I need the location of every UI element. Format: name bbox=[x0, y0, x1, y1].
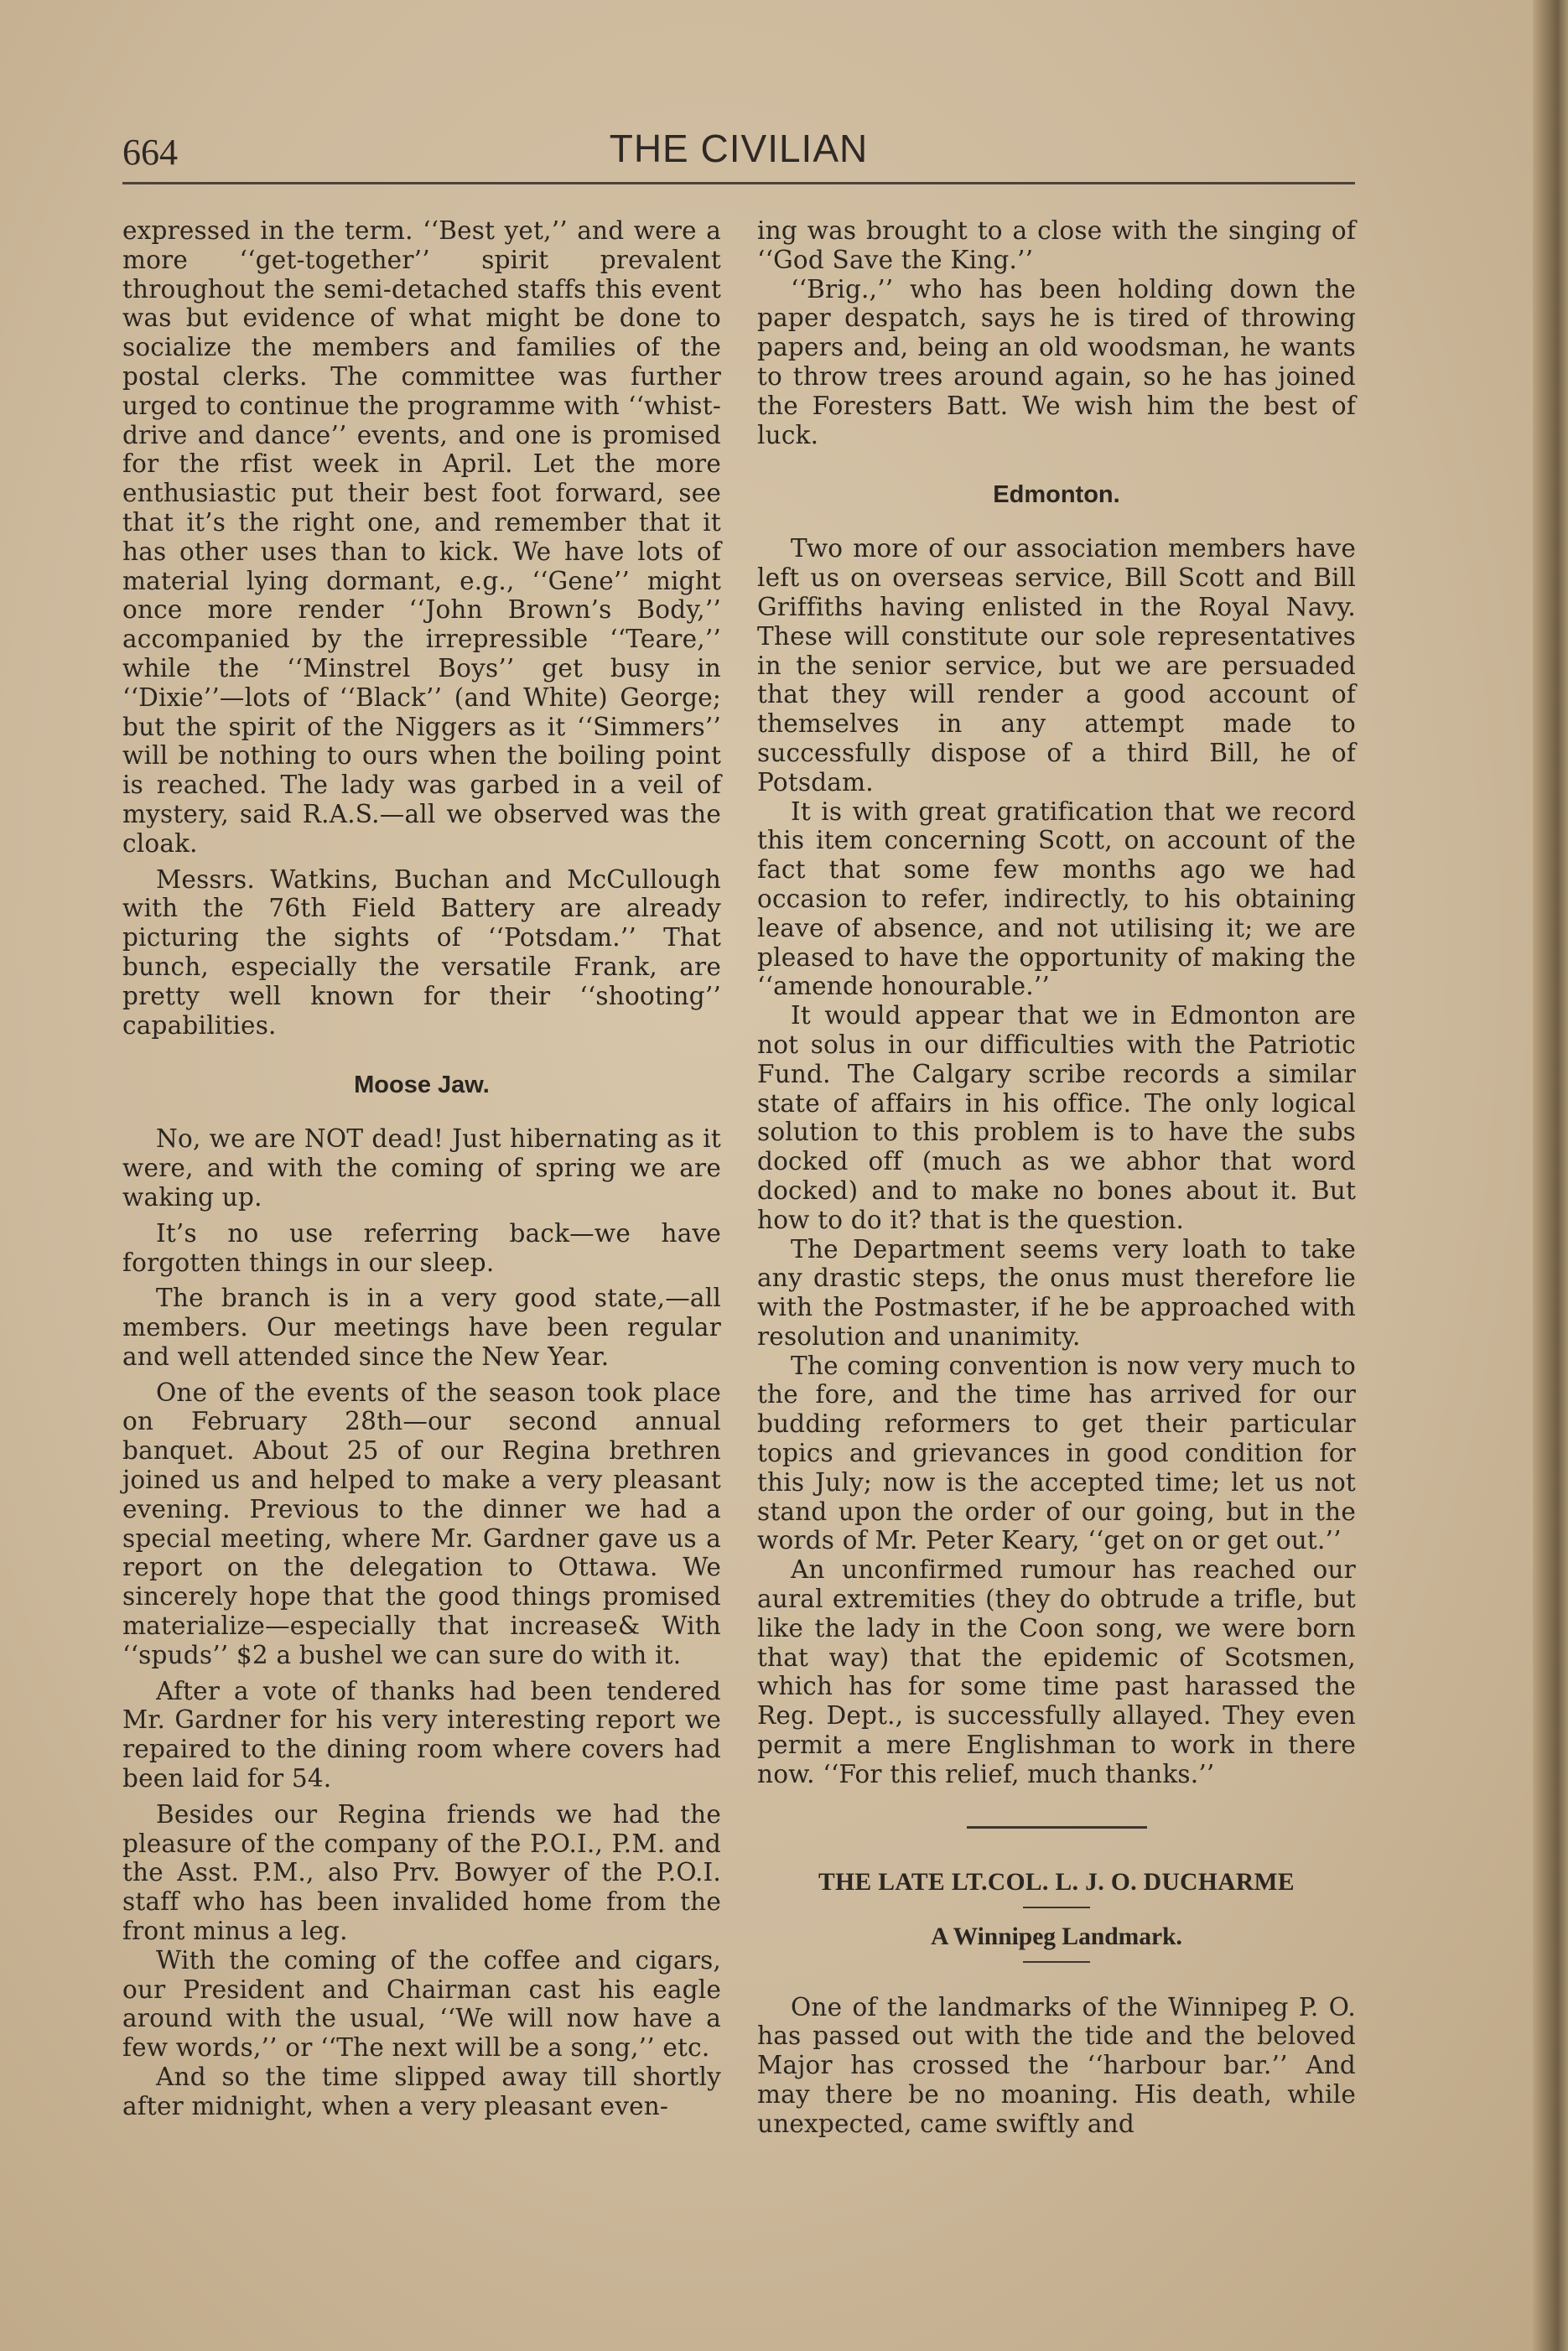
paragraph: It would appear that we in Edmonton are not solus in our difficulties with the Patriotic Fund. The Calgary scribe records a similar state of affairs in his office. The only logical solution to this problem is to have the subs docked off (much as we abhor that word docked) and to make no bones about it. But how to do it? that is the question. bbox=[757, 1001, 1356, 1234]
right-column bbox=[757, 216, 1356, 2139]
paragraph: After a vote of thanks had been tendered Mr. Gardner for his very interesting report we repaired to the dining room where covers had been laid for 54. bbox=[122, 1676, 721, 1793]
paragraph: And so the time slipped away till shortly after midnight, when a very pleasant even- bbox=[122, 2063, 721, 2120]
left-column bbox=[122, 216, 721, 2121]
page-number: 664 bbox=[122, 132, 178, 173]
section-heading-moose-jaw: Moose Jaw. bbox=[354, 1072, 490, 1099]
paragraph: It’s no use referring back—we have forgotten things in our sleep. bbox=[122, 1218, 721, 1277]
section-divider bbox=[967, 1826, 1147, 1829]
paragraph: One of the events of the season took place on February 28th—our second annual banquet. About 25 of our Regina brethren joined us and helped to make a very pleasant evening. Previous to the dinner we had a special meeting, where Mr. Gardner gave us a report on the delegation to Ottawa. We sincerely hope that the good things promised materialize—especially that increase& With ‘‘spuds’’ $2 a bushel we can sure do with it. bbox=[122, 1378, 721, 1669]
paragraph: It is with great gratification that we record this item concerning Scott, on account of the fact that some few months ago we had occasion to refer, indirectly, to his obtaining leave of absence, and not utilising it; we are pleased to have the opportunity of making the ‘‘amende honourable.’’ bbox=[757, 797, 1356, 1001]
paragraph: ‘‘Brig.,’’ who has been holding down the paper despatch, says he is tired of throwing papers and, being an old woodsman, he wants to throw trees around again, so he has joined the Foresters Batt. We wish him the best of luck. bbox=[757, 274, 1356, 449]
paragraph: expressed in the term. ‘‘Best yet,’’ and were a more ‘‘get-together’’ spirit prevalent throughout the semi-detached staffs this event was but evidence of what might be done to socialize the members and families of the postal clerks. The committee was further urged to continue the programme with ‘‘whist-drive and dance’’ events, and one is promised for the rfist week in April. Let the more enthusiastic put their best foot forward, see that it’s the right one, and remember that it has other uses than to kick. We have lots of material lying dormant, e.g., ‘‘Gene’’ might once more render ‘‘John Brown’s Body,’’ accompanied by the irrepressible ‘‘Teare,’’ while the ‘‘Minstrel Boys’’ get busy in ‘‘Dixie’’—lots of ‘‘Black’’ (and White) George; but the spirit of the Niggers as it ‘‘Simmers’’ will be nothing to ours when the boiling point is reached. The lady was garbed in a veil of mystery, said R.A.S.—all we observed was the cloak. bbox=[122, 216, 721, 858]
paragraph: The branch is in a very good state,—all members. Our meetings have been regular and well attended since the New Year. bbox=[122, 1284, 721, 1371]
publication-title: THE CIVILIAN bbox=[609, 127, 869, 170]
paragraph: No, we are NOT dead! Just hibernating as it were, and with the coming of spring we are waking up. bbox=[122, 1124, 721, 1212]
paragraph: The coming convention is now very much to the fore, and the time has arrived for our budding reformers to get their particular topics and grievances in good condition for this July; now is the accepted time; let us not stand upon the order of our going, but in the words of Mr. Peter Keary, ‘‘get on or get out.’’ bbox=[757, 1351, 1356, 1555]
title-divider bbox=[1023, 1907, 1090, 1908]
page-binding-edge bbox=[1533, 0, 1568, 2351]
header-rule bbox=[122, 182, 1355, 184]
subtitle-divider bbox=[1023, 1961, 1090, 1963]
paragraph: An unconfirmed rumour has reached our aural extremities (they do obtrude a trifle, but like the lady in the Coon song, we were born that way) that the epidemic of Scotsmen, which has for some time past harassed the Reg. Dept., is successfully allayed. They even permit a mere Englishman to work in there now. ‘‘For this relief, much thanks.’’ bbox=[757, 1555, 1356, 1788]
paragraph: Besides our Regina friends we had the pleasure of the company of the P.O.I., P.M. and the Asst. P.M., also Prv. Bowyer of the P.O.I. staff who has been invalided home from the front minus a leg. bbox=[122, 1799, 721, 1946]
paragraph: ing was brought to a close with the singing of ‘‘God Save the King.’’ bbox=[757, 216, 1356, 274]
paragraph: With the coming of the coffee and cigars, our President and Chairman cast his eagle around with the usual, ‘‘We will now have a few words,’’ or ‘‘The next will be a song,’’ etc. bbox=[122, 1945, 721, 2063]
article-title: THE LATE LT.COL. L. J. O. DUCHARME bbox=[818, 1868, 1295, 1896]
paragraph: One of the landmarks of the Winnipeg P. O. has passed out with the tide and the beloved Major has crossed the ‘‘harbour bar.’’ And may there be no moaning. His death, while unexpected, came swiftly and bbox=[757, 1992, 1356, 2138]
paragraph: Messrs. Watkins, Buchan and McCullough with the 76th Field Battery are already picturing the sights of ‘‘Potsdam.’’ That bunch, especially the versatile Frank, are pretty well known for their ‘‘shooting’’ capabilities. bbox=[122, 864, 721, 1040]
paragraph: The Department seems very loath to take any drastic steps, the onus must therefore lie with the Postmaster, if he be approached with resolution and unanimity. bbox=[757, 1234, 1356, 1351]
section-heading-edmonton: Edmonton. bbox=[993, 481, 1120, 509]
article-subtitle: A Winnipeg Landmark. bbox=[931, 1923, 1182, 1950]
paragraph: Two more of our association members have left us on overseas service, Bill Scott and Bill Griffiths having enlisted in the Royal Navy. These will constitute our sole representatives in the senior service, but we are persuaded that they will render a good account of themselves in any attempt made to successfully dispose of a third Bill, he of Potsdam. bbox=[757, 534, 1356, 797]
